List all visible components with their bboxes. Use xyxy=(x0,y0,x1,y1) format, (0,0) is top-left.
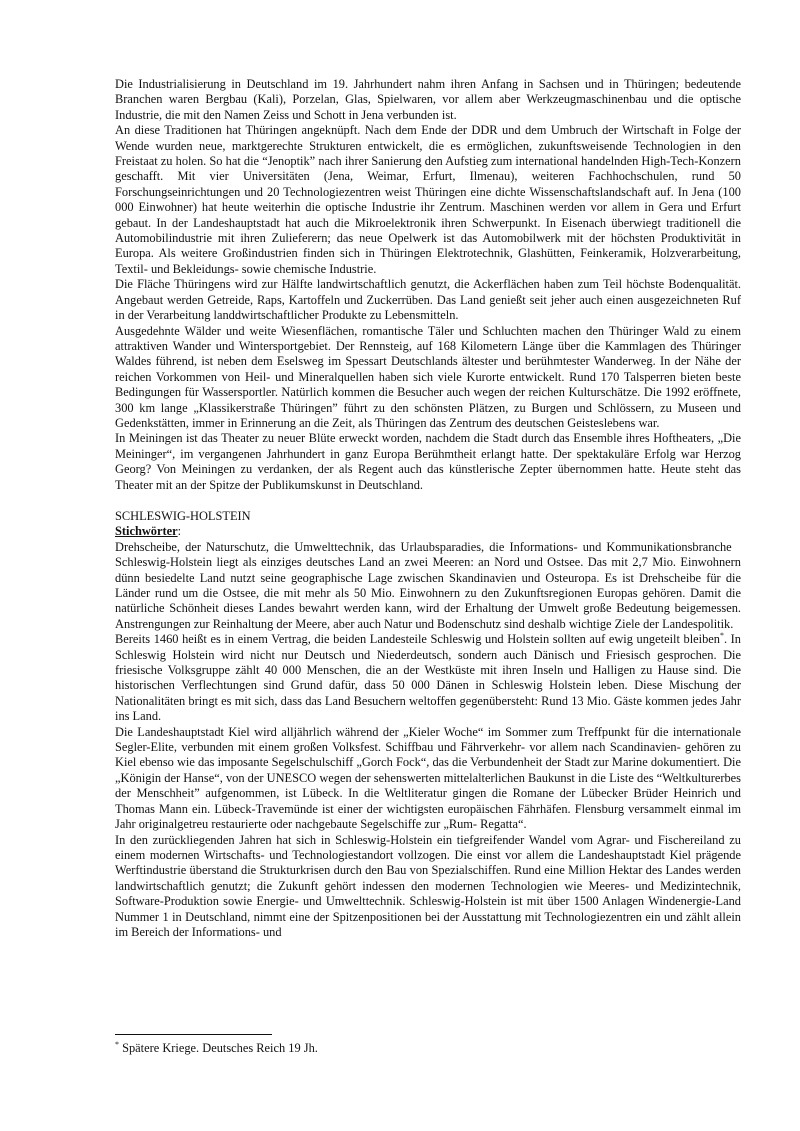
footnote-text: Spätere Kriege. Deutsches Reich 19 Jh. xyxy=(119,1041,318,1055)
paragraph-traditionen: An diese Traditionen hat Thüringen angeknüpft. Nach dem Ende der DDR und dem Umbruch der Wirtschaft in Folge der Wende wurden neue, marktgerechte Strukturen entwickelt, die es ermöglichen, zukunftsweisende Technologien in den Freistaat zu holen. So hat die “Jenoptik” nach ihrer Sanierung den Aufstieg zum international handelnden High-Tech-Konzern geschafft. Mit vier Universitäten (Jena, Weimar, Erfurt, Ilmenau), weiteren Fachhochschulen, rund 50 Forschungseinrichtungen und 20 Technologiezentren weist Thüringen eine dichte Wissenschaftslandschaft auf. In Jena (100 000 Einwohner) hat heute weiterhin die optische Industrie ihr Zentrum. Maschinen werden vor allem in Gera und Erfurt gebaut. In der Landeshauptstadt hat auch die Mikroelektronik ihren Schwerpunkt. In Eisenach überwiegt traditionell die Automobilindustrie mit ihren Zulieferern; das neue Opelwerk ist das Automobilwerk mit der höchsten Produktivität in Europa. Als weitere Großindustrien finden sich in Thüringen Elektrotechnik, Glashütten, Feinkeramik, Holzverarbeitung, Textil- und Bekleidungs- sowie chemische Industrie. xyxy=(115,123,741,276)
paragraph-kiel: Die Landeshauptstadt Kiel wird alljährlich während der „Kieler Woche“ im Sommer zum Treffpunkt für die internationale Segler-Elite, verbunden mit einem großen Volksfest. Schiffbau und Fährverkehr- vor allem nach Scandinavien- gehören zu Kiel ebenso wie das imposante Segelschulschiff „Gorch Fock“, das die Verbundenheit der Stadt zur Marine dokumentiert. Die „Königin der Hanse“, von der UNESCO wegen der sehenswerten mittelalterlichen Baukunst in die Liste des “Weltkulturerbes der Menschheit” aufgenommen, ist Lübeck. In die Weltliteratur gingen die Romane der Lübecker Brüder Heinrich und Thomas Mann ein. Lübeck-Travemünde ist einer der wichtigsten europäischen Fährhäfen. Flensburg versammelt einmal im Jahr originalgetreu restaurierte oder nachgebaute Segelschiffe zur „Rum- Regatta“. xyxy=(115,724,741,832)
footnote-divider xyxy=(115,1034,272,1035)
stichwoerter-label: Stichwörter xyxy=(115,524,178,539)
section-spacer xyxy=(115,493,741,509)
footnote-mark: * xyxy=(115,1039,119,1049)
paragraph-vertrag-1460 xyxy=(115,632,741,724)
paragraph-landwirtschaft: Die Fläche Thüringens wird zur Hälfte landwirtschaftlich genutzt, die Ackerflächen haben zum Teil höchste Bodenqualität. Angebaut werden Getreide, Raps, Kartoffeln und Zuckerrüben. Das Land genießt seit jeher auch einen ausgezeichneten Ruf in der Verarbeitung landdwirtschaftlicher Produkte zu Lebensmitteln. xyxy=(115,277,741,323)
document-body xyxy=(115,77,741,940)
vertrag-text-start: Bereits 1460 heißt es in einem Vertrag, die beiden Landesteile Schleswig und Holstein sollten auf ewig ungeteilt bleiben xyxy=(115,632,720,647)
paragraph-industrialisierung: Die Industrialisierung in Deutschland im 19. Jahrhundert nahm ihren Anfang in Sachsen und in Thüringen; bedeutende Branchen waren Bergbau (Kali), Porzelan, Glas, Spielwaren, vor allem aber Werkzeugmaschinenbau und die optische Industrie, die mit den Namen Zeiss und Schott in Jena verbunden ist. xyxy=(115,77,741,122)
stichwoerter-heading xyxy=(115,524,741,539)
paragraph-zwei-meere: Schleswig-Holstein liegt als einziges deutsches Land an zwei Meeren: an Nord und Ostsee. Das mit 2,7 Mio. Einwohnern dünn besiedelte Land nutzt seine geographische Lage zwischen Skandinavien und Osteuropa. Es ist Drehscheibe für die Länder rund um die Ostsee, die mit mehr als 50 Mio. Einwohnern zu den Zukunftsregionen Europas gehören. Damit die natürliche Schönheit dieses Landes bewahrt werden kann, wird der Erhaltung der Umwelt große Bedeutung beigemessen. Anstrengungen zur Reinhaltung der Meere, aber auch Natur und Bodenschutz sind deshalb wichtige Ziele der Landespolitik. xyxy=(115,555,741,631)
paragraph-wandel: In den zurückliegenden Jahren hat sich in Schleswig-Holstein ein tiefgreifender Wandel vom Agrar- und Fischereiland zu einem modernen Wirtschafts- und Technologiestandort vollzogen. Die einst vor allem die Landeshauptstadt Kiel prägende Werftindustrie überstand die Strukturkrisen durch den Bau von Spezialschiffen. Rund eine Million Hektar des Landes werden landwirtschaftlich genutzt; die Zukunft gehört indessen den modernen Technologien wie Meeres- und Medizintechnik, Software-Produktion sowie Energie- und Umwelttechnik. Schleswig-Holstein ist mit über 1500 Anlagen Windenergie-Land Nummer 1 in Deutschland, nimmt eine der Spitzenpositionen bei der Ausstattung mit Technologiezentren ein und zählt allein im Bereich der Informations- und xyxy=(115,832,741,939)
stichwoerter-colon: : xyxy=(177,524,182,539)
section-heading: SCHLESWIG-HOLSTEIN xyxy=(115,508,251,523)
footnote xyxy=(115,1041,741,1056)
paragraph-waelder: Ausgedehnte Wälder und weite Wiesenflächen, romantische Täler und Schluchten machen den Thüringer Wald zu einem attraktiven Wander und Wintersportgebiet. Der Rennsteig, auf 168 Kilometern Länge über die Kammlagen des Thüringer Waldes führend, ist neben dem Eselsweg im Spessart Deutschlands ältester und berühmtester Wanderweg. In der Nähe der reichen Vorkommen von Heil- und Mineralquellen haben sich viele Kurorte entwickelt. Rund 170 Talsperren bieten beste Bedingungen für Wassersportler. Natürlich kommen die Besucher auch wegen der reichen Kulturschätze. Die 1992 eröffnete, 300 km lange „Klassikerstraße Thüringen” führt zu den schönsten Plätzen, zu Burgen und Schlössern, zu Museen und Gedenkstätten, immer in Erinnerung an die Zeit, als Thüringen das Zentrum des deutschen Geisteslebens war. xyxy=(115,323,741,430)
vertrag-text-end: . In Schleswig Holstein wird nicht nur Deutsch und Niederdeutsch, sondern auch Dänisch und Friesisch gesprochen. Die friesische Volksgruppe zählt 40 000 Menschen, die an der Westküste mit ihren Inseln und Halligen zu Hause sind. Die historischen Verflechtungen sind Grund dafür, dass 50 000 Dänen in Schleswig Holstein leben. Diese Mischung der Nationalitäten bringt es mit sich, dass das Land Besuchern weltoffen gegenübersteht: Rund 13 Mio. Gäste kommen jedes Jahr ins Land. xyxy=(115,632,741,724)
keyword-list: Drehscheibe, der Naturschutz, die Umwelttechnik, das Urlaubsparadies, die Informations- und Kommunikationsbranche xyxy=(115,539,732,554)
footnote-reference[interactable]: * xyxy=(719,631,724,641)
paragraph-meiningen: In Meiningen ist das Theater zu neuer Blüte erweckt worden, nachdem die Stadt durch das Ensemble ihres Hoftheaters, „Die Meininger“, im vergangenen Jahrhundert in ganz Europa Berühmtheit erlangt hatte. Der spektakuläre Erfolg war Herzog Georg? Von Meiningen zu verdanken, der als Regent auch das künstlerische Zepter übernommen hatte. Heute steht das Theater mit an der Spitze der Publikumskunst in Deutschland. xyxy=(115,431,741,492)
